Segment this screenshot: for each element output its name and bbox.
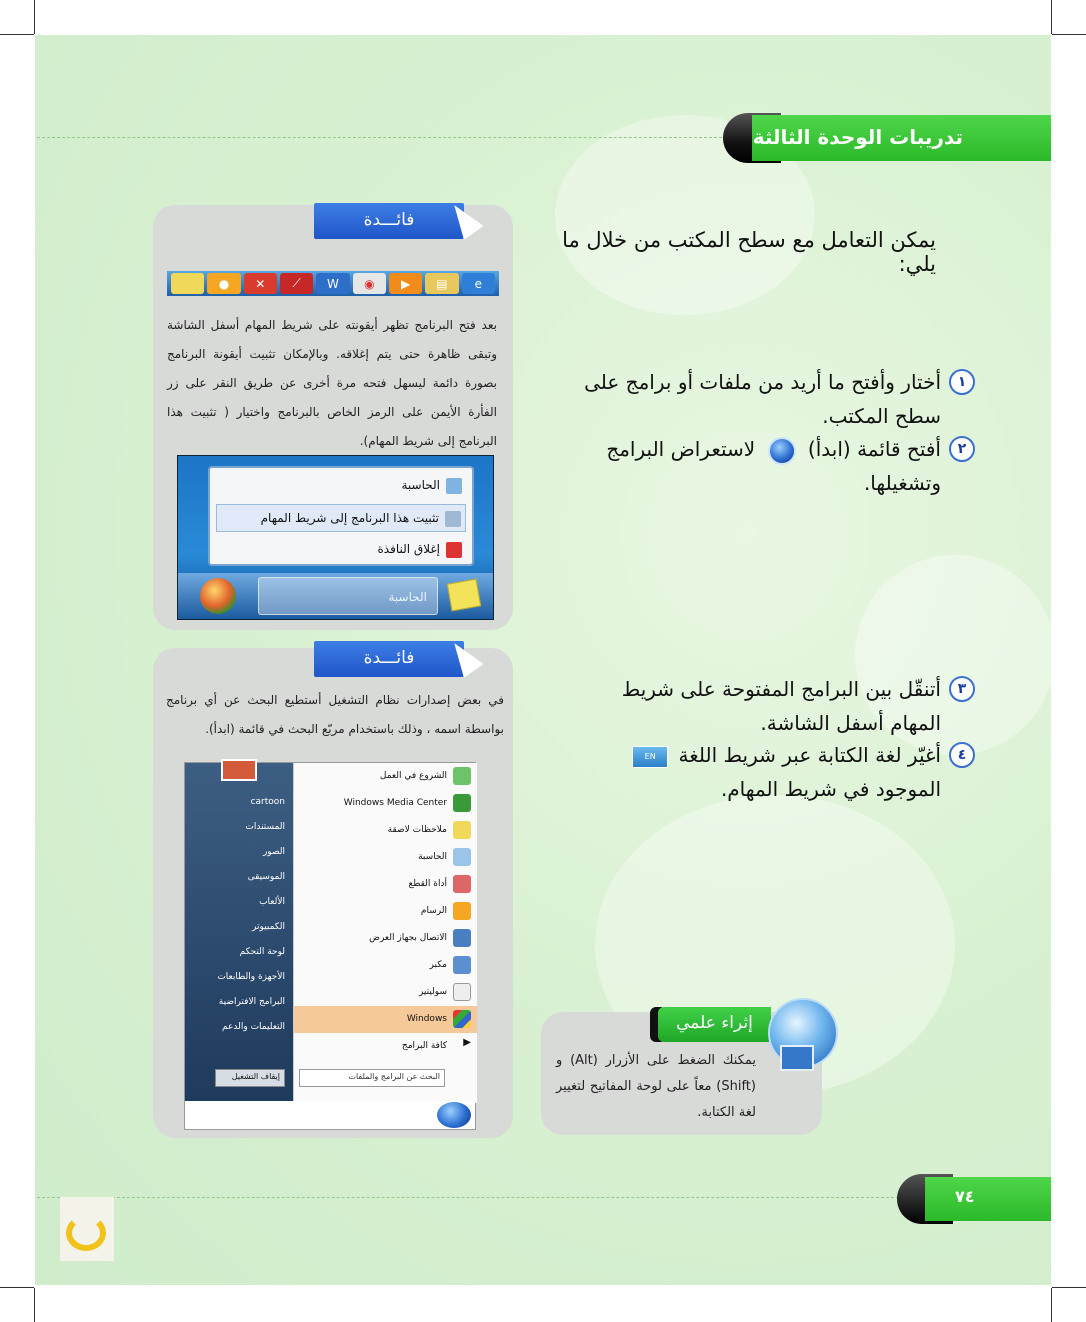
- page-number: ٧٤: [925, 1177, 1051, 1221]
- windows-start-icon[interactable]: [437, 1102, 471, 1128]
- sticky-notes-icon[interactable]: [447, 579, 481, 612]
- pdf-icon: ⟋: [280, 273, 313, 294]
- start-program-label: الشروع في العمل: [379, 771, 447, 781]
- snipping-tool-icon: [453, 875, 471, 893]
- start-program-label: الحاسبة: [418, 852, 447, 862]
- calculator-icon: [453, 848, 471, 866]
- start-right-item[interactable]: الألعاب: [259, 897, 285, 907]
- paint-icon: ●: [207, 273, 240, 294]
- start-right-item[interactable]: لوحة التحكم: [239, 947, 285, 957]
- start-program-label: الرسام: [420, 906, 447, 916]
- start-right-item[interactable]: المستندات: [245, 822, 285, 832]
- header-divider: [37, 137, 727, 138]
- solitaire-icon: [453, 983, 471, 1001]
- excel-icon: ✕: [244, 273, 277, 294]
- start-menu-screenshot: [184, 762, 476, 1130]
- taskbar: [185, 1101, 475, 1129]
- start-program-label: Windows Media Center: [343, 798, 447, 808]
- start-program-item[interactable]: [294, 952, 477, 979]
- start-program-label: كافة البرامج: [401, 1041, 447, 1051]
- laptop-icon: [780, 1045, 814, 1071]
- start-right-item[interactable]: الصور: [262, 847, 285, 857]
- step-text: أغيّر لغة الكتابة عبر شريط اللغة: [678, 743, 941, 767]
- word-icon: W: [316, 273, 349, 294]
- footer-divider: [37, 1197, 899, 1198]
- getting-started-icon: [453, 767, 471, 785]
- avatar: [221, 759, 257, 781]
- ie-icon: e: [462, 273, 495, 294]
- start-program-item[interactable]: [294, 790, 477, 817]
- start-right-item[interactable]: الموسيقى: [247, 872, 285, 882]
- step-text: لاستعراض البرامج وتشغيلها.: [606, 437, 941, 495]
- start-program-item[interactable]: [294, 763, 477, 790]
- start-right-item[interactable]: cartoon: [250, 797, 285, 807]
- windows-icon: [453, 1010, 471, 1028]
- logo-mark-icon: [66, 1215, 106, 1251]
- chrome-icon: ◉: [353, 273, 386, 294]
- step-text: أختار وأفتح ما أريد من ملفات أو برامج على سطح المكتب.: [584, 370, 941, 428]
- step-number: ١: [949, 369, 975, 395]
- start-program-item[interactable]: [294, 979, 477, 1006]
- shutdown-button[interactable]: إيقاف التشغيل: [215, 1069, 285, 1087]
- intro-text: يمكن التعامل مع سطح المكتب من خلال ما يلي:: [562, 228, 936, 276]
- paint-icon[interactable]: [200, 578, 236, 614]
- start-program-label: ملاحظات لاصقة: [387, 825, 447, 835]
- calculator-icon: [446, 478, 462, 494]
- sticky-notes-icon: [453, 821, 471, 839]
- start-right-item[interactable]: الأجهزة والطابعات: [217, 972, 285, 982]
- menu-item-close[interactable]: [216, 536, 466, 564]
- publisher-logo: [60, 1197, 114, 1261]
- folder-icon: ▤: [425, 273, 458, 294]
- calculator-taskbar-button[interactable]: الحاسبة: [258, 577, 438, 615]
- step-text: أتنقّل بين البرامج المفتوحة على شريط المهام أسفل الشاشة.: [621, 677, 941, 735]
- start-program-item[interactable]: [294, 844, 477, 871]
- step-1: [571, 365, 967, 433]
- start-menu-programs: [293, 763, 477, 1103]
- enrichment-text: يمكنك الضغط على الأزرار (Alt) و (Shift) معاً على لوحة المفاتيح لتغيير لغة الكتابة.: [556, 1053, 756, 1120]
- step-text: الموجود في شريط المهام.: [720, 777, 941, 801]
- search-input[interactable]: البحث عن البرامج والملفات: [299, 1069, 445, 1087]
- language-bar-icon: EN: [632, 746, 668, 768]
- menu-item-label: تثبيت هذا البرنامج إلى شريط المهام: [260, 511, 439, 525]
- start-right-item[interactable]: الكمبيوتر: [252, 922, 285, 932]
- sticky-notes-icon: [171, 273, 204, 294]
- close-icon: [446, 542, 462, 558]
- media-player-icon: ▶: [389, 273, 422, 294]
- projector-icon: [453, 929, 471, 947]
- menu-item-label: إغلاق النافذة: [377, 542, 440, 556]
- paint-icon: [453, 902, 471, 920]
- magnifier-icon: [453, 956, 471, 974]
- step-3: [571, 672, 967, 740]
- chevron-right-icon: ▶: [463, 1037, 471, 1048]
- enrichment-label: إثراء علمي: [658, 1007, 771, 1042]
- tip-text-2: في بعض إصدارات نظام التشغيل أستطيع البحث عن أي برنامج بواسطة اسمه ، وذلك باستخدام مربّع البحث في قائمة (ابدأ).: [166, 693, 504, 736]
- context-menu: [208, 466, 474, 566]
- start-menu-right-pane: [185, 763, 293, 1103]
- start-program-label: مكبر: [429, 960, 447, 970]
- start-program-item[interactable]: [294, 898, 477, 925]
- step-2: [571, 432, 967, 500]
- menu-item-calculator[interactable]: [216, 472, 466, 500]
- start-program-item[interactable]: [294, 817, 477, 844]
- start-program-item[interactable]: [294, 871, 477, 898]
- menu-item-pin[interactable]: [216, 504, 466, 532]
- start-program-label: الاتصال بجهاز العرض: [369, 933, 447, 943]
- media-center-icon: [453, 794, 471, 812]
- page-title: تدريبات الوحدة الثالثة: [752, 115, 1051, 161]
- start-right-item[interactable]: البرامج الافتراضية: [218, 997, 285, 1007]
- all-programs-item[interactable]: [294, 1033, 477, 1060]
- tip-label-2: فائـــدة: [314, 641, 464, 677]
- tip-label-1: فائـــدة: [314, 203, 464, 239]
- step-number: ٣: [949, 676, 975, 702]
- step-text: أفتح قائمة (ابدأ): [807, 437, 941, 461]
- step-number: ٤: [949, 742, 975, 768]
- menu-item-label: الحاسبة: [401, 478, 440, 492]
- pin-icon: [445, 511, 461, 527]
- windows-start-icon: [768, 437, 796, 465]
- taskbar: [178, 573, 493, 619]
- start-program-label: أداة القطع: [408, 879, 447, 889]
- taskbar-icons-strip: [167, 271, 499, 296]
- pin-to-taskbar-screenshot: [177, 455, 494, 620]
- step-4: [571, 738, 967, 806]
- start-right-item[interactable]: التعليمات والدعم: [222, 1022, 285, 1032]
- start-program-item[interactable]: [294, 925, 477, 952]
- tip-text-1: بعد فتح البرنامج تظهر أيقونته على شريط المهام أسفل الشاشة وتبقى ظاهرة حتى يتم إغلاقه. وبالإمكان تثبيت أيقونة البرنامج بصورة دائمة ليسهل فتحه مرة أخرى عن طريق النقر على زر الفأرة الأيمن على الرمز الخاص بالبرنامج واختيار ( تثبيت هذا البرنامج إلى شريط المهام).: [167, 318, 497, 448]
- start-program-label: Windows: [406, 1014, 447, 1024]
- step-number: ٢: [949, 436, 975, 462]
- start-program-label: سوليتير: [418, 987, 447, 997]
- start-program-item[interactable]: [294, 1006, 477, 1033]
